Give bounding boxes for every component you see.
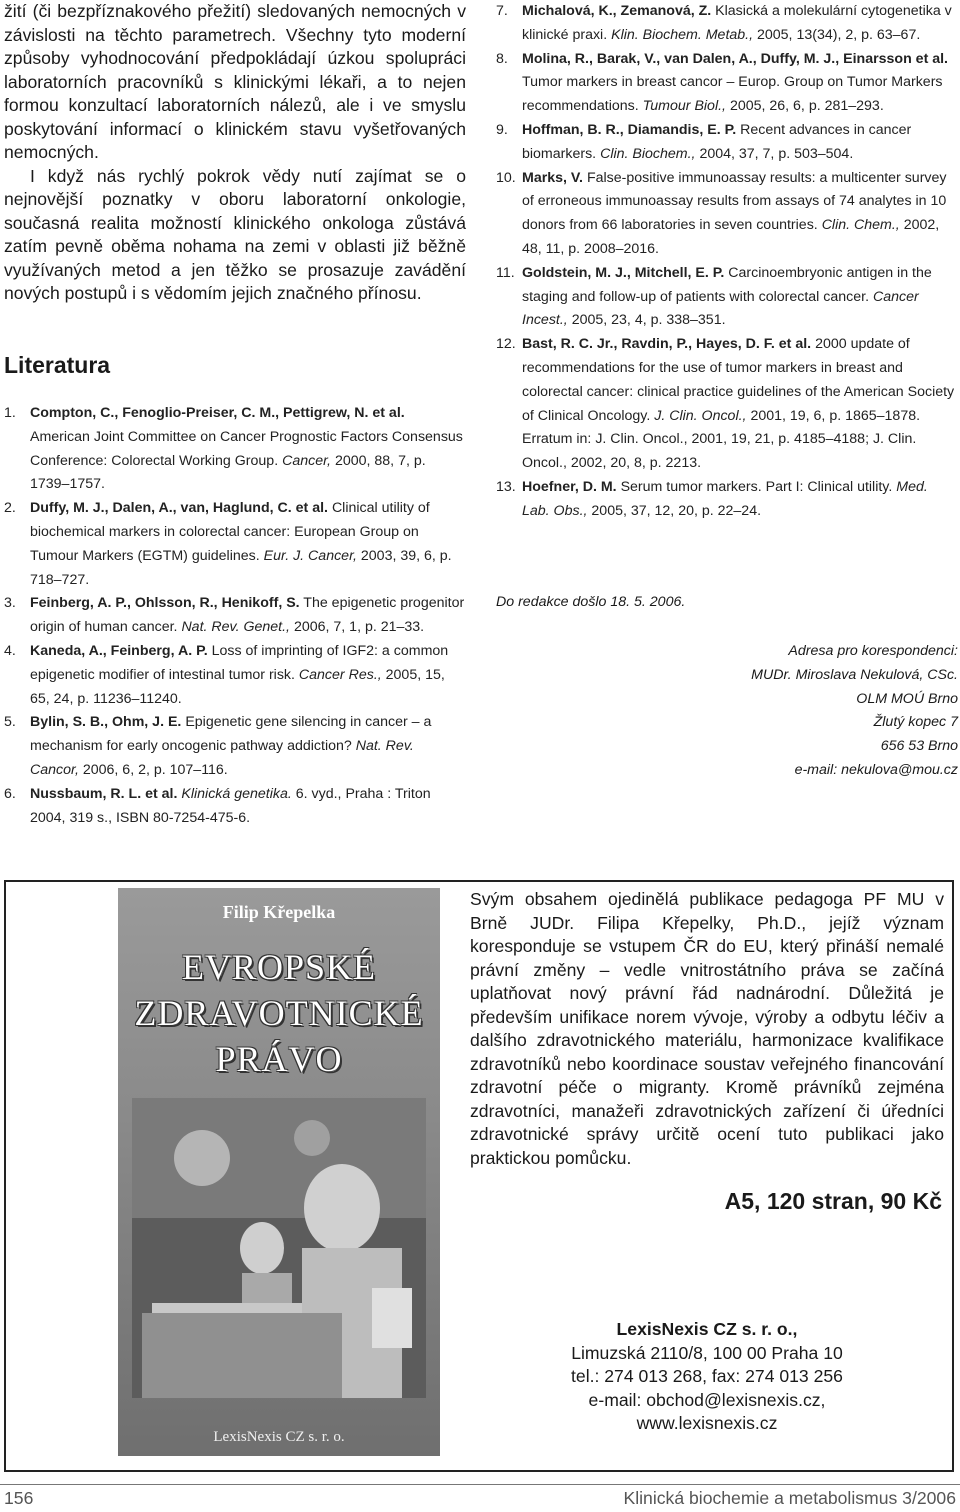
publisher-website: www.lexisnexis.cz xyxy=(636,1413,778,1433)
correspondence-line: 656 53 Brno xyxy=(880,738,958,755)
literature-heading: Literatura xyxy=(4,352,111,378)
reference-item: 8. Molina, R., Barak, V., van Dalen, A., Duffy, M. J., Einarsson et al. Tumor markers in breast cancor – Europ. Group on Tumor Markers recommendations. Tumour Biol., 2005, 26, 6, p. 281–293. xyxy=(496,50,949,115)
publisher-phone: tel.: 274 013 268, fax: 274 013 256 xyxy=(571,1366,843,1386)
reference-item: 7. Michalová, K., Zemanová, Z. Klasická a molekulární cytogenetika v klinické praxi. Klin. Biochem. Metab., 2005, 13(34), 2, p. 63–67. xyxy=(496,3,952,43)
left-column xyxy=(4,0,466,826)
reference-item: 2. Duffy, M. J., Dalen, A., van, Haglund, C. et al. Clinical utility of biochemical markers in colorectal cancer: European Group on Tumour Markers (EGTM) guidelines. Eur. J. Cancer, 2003, 39, 6, p. 718–727. xyxy=(4,500,452,588)
book-cover-image xyxy=(118,888,440,1456)
publisher-contact xyxy=(470,1318,944,1436)
reference-item: 9. Hoffman, B. R., Diamandis, E. P. Recent advances in cancer biomarkers. Clin. Biochem., 2004, 37, 7, p. 503–504. xyxy=(496,121,912,162)
correspondence-heading: Adresa pro korespondenci: xyxy=(788,643,958,659)
book-author: Filip Křepelka xyxy=(222,902,336,922)
body-paragraph-2: I když nás rychlý pokrok vědy nutí zajímat se o nejnovější poznatky v oboru laboratorní onkologie, současná realita možností klinického onkologa zůstává zatím pevně oběma nohama na zemi v oblasti již běžně využívaných metod a jen těžko se prosazuje zavádění nových postupů i s vědomím jejich značného přínosu. xyxy=(4,165,466,303)
received-date: Do redakce došlo 18. 5. 2006. xyxy=(496,594,686,610)
correspondence-line: MUDr. Miroslava Nekulová, CSc. xyxy=(751,666,958,683)
correspondence-email: e-mail: nekulova@mou.cz xyxy=(794,761,958,778)
reference-item: 6. Nussbaum, R. L. et al. Klinická genetika. 6. vyd., Praha : Triton 2004, 319 s., ISBN 80-7254-475-6. xyxy=(4,785,431,826)
book-price: A5, 120 stran, 90 Kč xyxy=(724,1188,942,1214)
reference-item: 13. Hoefner, D. M. Serum tumor markers. Part I: Clinical utility. Med. Lab. Obs., 2005, 37, 12, 20, p. 22–24. xyxy=(496,478,928,519)
book-publisher-logo: LexisNexis CZ s. r. o. xyxy=(213,1429,345,1445)
body-text xyxy=(4,0,466,306)
correspondence-line: Žlutý kopec 7 xyxy=(873,714,958,731)
reference-item: 11. Goldstein, M. J., Mitchell, E. P. Carcinoembryonic antigen in the staging and follow-up of patients with colorectal cancer. Cancer Incest., 2005, 23, 4, p. 338–351. xyxy=(496,264,932,329)
page-number: 156 xyxy=(4,1488,34,1508)
body-paragraph-1: žití (či bezpříznakového přežití) sledovaných nemocných v závislosti na těchto parametrech. Všechny tyto moderní způsoby vyhodnocování předpokládají úzkou spolupráci laboratorních pracovníků s klinickými lékaři, a to nejen formou konzultací laboratorních nálezů, ale i ve smyslu poskytování informací o klinickém stavu vyšetřovaných nemocných. xyxy=(4,1,466,162)
book-description: Svým obsahem ojedinělá publikace pedagoga PF MU v Brně JUDr. Filipa Křepelky, Ph.D., jejíž význam koresponduje se vstupem ČR do EU, který přináší nemalé právní změny – vedle vnitrostátního práva se začíná uplatňovat nový právní řád nadnárodní. Důležitá je především unifikace norem vývoje, výroby a odbytu léčiv a dalšího zdravotnického materiálu, harmonizace kvalifikace zdravotníků nebo koordinace soustav veřejného financování zdravotní péče o migranty. Kromě právníků zejména zdravotníci, manažeři zdravotnických zařízení či úředníci zdravotnické správy určitě ocení tuto publikaci jako praktickou pomůcku. xyxy=(470,889,944,1168)
reference-item: 4. Kaneda, A., Feinberg, A. P. Loss of imprinting of IGF2: a common epigenetic modifier of intestinal tumor risk. Cancer Res., 2005, 15, 65, 24, p. 11236–11240. xyxy=(4,642,449,707)
publisher-address: Limuzská 2110/8, 100 00 Praha 10 xyxy=(571,1342,843,1363)
reference-item: 10. Marks, V. False-positive immunoassay results: a multicenter survey of erroneous immunoassay results from assays of 74 analytes in 10 donors from 66 laboratories in seven countries. Clin. Chem., 2002, 48, 11, p. 2008–2016. xyxy=(496,169,947,257)
publisher-email: e-mail: obchod@lexisnexis.cz, xyxy=(588,1389,826,1410)
surgery-photo xyxy=(132,1098,426,1398)
journal-name: Klinická biochemie a metabolismus 3/2006 xyxy=(623,1488,956,1508)
correspondence-address xyxy=(751,640,958,783)
footer-divider xyxy=(0,1484,960,1485)
publisher-name: LexisNexis CZ s. r. o., xyxy=(616,1319,798,1339)
reference-item: 3. Feinberg, A. P., Ohlsson, R., Henikoff, S. The epigenetic progenitor origin of human cancer. Nat. Rev. Genet., 2006, 7, 1, p. 21–33. xyxy=(4,595,465,636)
reference-item: 1. Compton, C., Fenoglio-Preiser, C. M., Pettigrew, N. et al. American Joint Committee on Cancer Prognostic Factors Consensus Conference: Colorectal Working Group. Cancer, 2000, 88, 7, p. 1739–1757. xyxy=(4,405,463,493)
correspondence-line: OLM MOÚ Brno xyxy=(856,690,958,707)
references-list-left xyxy=(4,402,466,830)
references-list-right xyxy=(496,0,958,524)
reference-item: 12. Bast, R. C. Jr., Ravdin, P., Hayes, D. F. et al. 2000 update of recommendations for the use of tumor markers in breast and colorectal cancer: clinical practice guidelines of the American Society of Clinical Oncology. J. Clin. Oncol., 2001, 19, 6, p. 1865–1878. Erratum in: J. Clin. Oncol., 2001, 19, 21, p. 4185–4188; J. Clin. Oncol., 2002, 20, 8, p. 2213. xyxy=(496,336,955,472)
reference-item: 5. Bylin, S. B., Ohm, J. E. Epigenetic gene silencing in cancer – a mechanism for early oncogenic pathway addiction? Nat. Rev. Cancor, 2006, 6, 2, p. 107–116. xyxy=(4,714,432,778)
book-title: EVROPSKÉ ZDRAVOTNICKÉ PRÁVO xyxy=(134,947,424,1079)
